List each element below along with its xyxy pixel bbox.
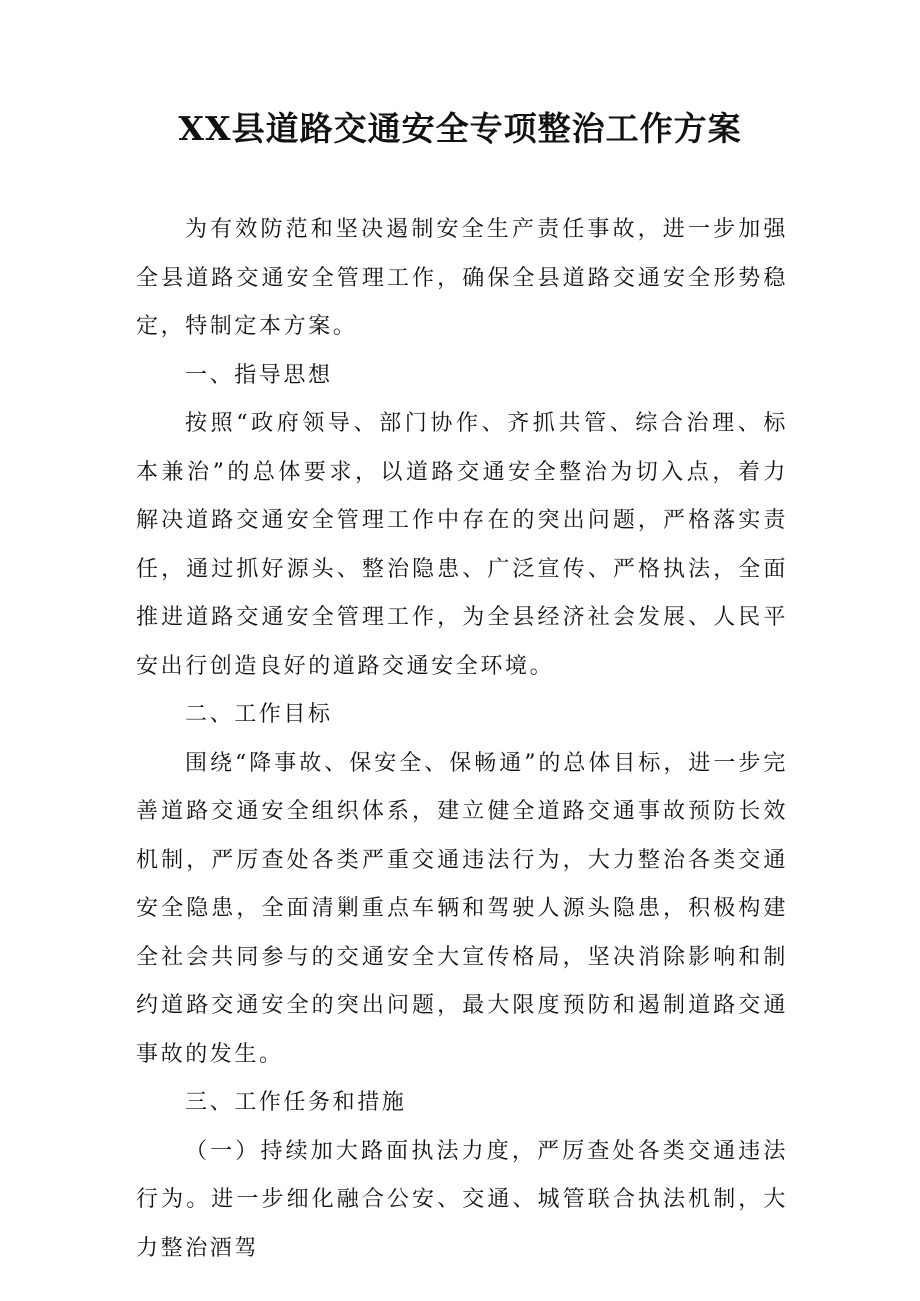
section-heading-guiding-ideology: 一、指导思想 [185, 362, 333, 388]
section-heading-tasks-measures: 三、工作任务和措施 [185, 1090, 407, 1115]
work-goals-paragraph: 围绕“降事故、保安全、保畅通”的总体目标，进一步完善道路交通安全组织体系，建立健全道路交通事故预防长效机制，严厉查处各类严重交通违法行为，大力整治各类交通安全隐患，全面清剿重点车辆和驾驶人源头隐患，积极构建全社会共同参与的交通安全大宣传格局，坚决消除影响和制约道路交通安全的突出问题，最大限度预防和遏制道路交通事故的发生。 [136, 750, 788, 1067]
document-title: XX县道路交通安全专项整治工作方案 [178, 109, 742, 148]
document-body [136, 206, 788, 1273]
section-heading-work-goals: 二、工作目标 [185, 702, 333, 727]
intro-paragraph: 为有效防范和坚决遏制安全生产责任事故，进一步加强全县道路交通安全管理工作，确保全县道路交通安全形势稳定，特制定本方案。 [136, 217, 788, 339]
guiding-ideology-paragraph: 按照“政府领导、部门协作、齐抓共管、综合治理、标本兼治”的总体要求，以道路交通安全整治为切入点，着力解决道路交通安全管理工作中存在的突出问题，严格落实责任，通过抓好源头、整治隐患、广泛宣传、严格执法，全面推进道路交通安全管理工作，为全县经济社会发展、人民平安出行创造良好的道路交通安全环境。 [136, 411, 788, 679]
tasks-measures-paragraph: （一）持续加大路面执法力度，严厉查处各类交通违法行为。进一步细化融合公安、交通、城管联合执法机制，大力整治酒驾 [136, 1138, 788, 1261]
